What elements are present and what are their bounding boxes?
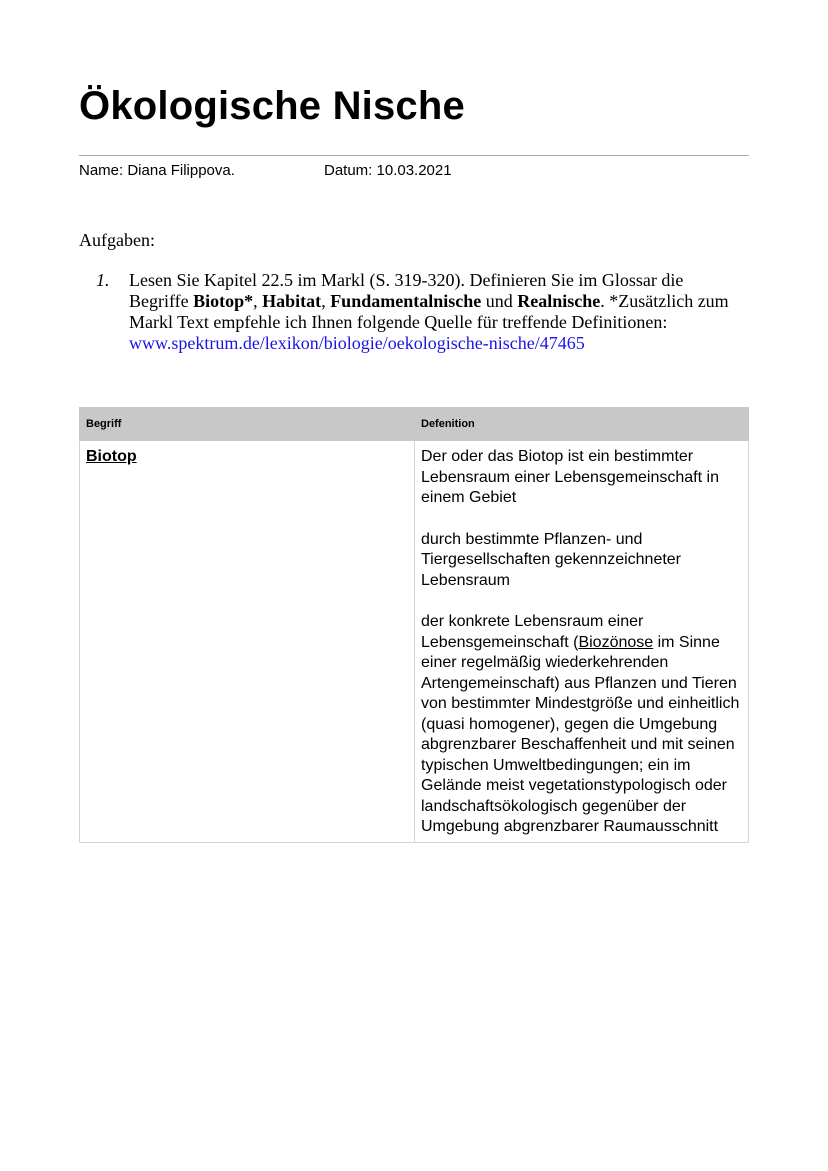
task-text-part: . *Zusätzlich zum Markl Text empfehle ich Ihnen folgende Quelle für treffende Definitionen: — [129, 291, 729, 332]
definition-cell — [415, 441, 749, 843]
column-header-term: Begriff — [80, 408, 415, 441]
source-link[interactable]: www.spektrum.de/lexikon/biologie/oekologische-nische/47465 — [129, 333, 585, 353]
task-number: 1. — [96, 270, 110, 290]
table-row — [80, 441, 749, 843]
table-header-row — [80, 408, 749, 441]
definition-table — [79, 407, 749, 843]
separator: , — [253, 291, 263, 311]
term-cell — [80, 441, 415, 843]
page-title: Ökologische Nische — [79, 84, 465, 128]
meta-row — [79, 162, 452, 180]
task-text — [129, 270, 734, 354]
definition-paragraph: durch bestimmte Pflanzen- und Tiergesellschaften gekennzeichneter Lebensraum — [421, 530, 682, 589]
definition-paragraph: Der oder das Biotop ist ein bestimmter Lebensraum einer Lebensgemeinschaft in einem Gebiet — [421, 448, 719, 506]
term-biotop: Biotop* — [193, 291, 254, 311]
tasks-heading: Aufgaben: — [79, 230, 155, 250]
definition-text: im Sinne einer regelmäßig wiederkehrenden Artengemeinschaft) aus Pflanzen und Tieren von bestimmter Mindestgröße und einheitlich (quasi homogener), gegen die Umgebung abgrenzbarer Beschaffenheit und mit seinen typischen Umweltbedingungen; ein im Gelände meist vegetationstypologisch oder landschaftsökologisch gegenüber der Umgebung abgrenzbarer Raumausschnitt — [421, 633, 740, 835]
definition-text: der konkrete Lebensraum einer Lebensgemeinschaft ( — [421, 613, 644, 651]
task-text-part: Lesen Sie Kapitel 22.5 im Markl (S. 319-320). Definieren Sie im Glossar die Begriffe — [129, 270, 684, 311]
separator: und — [481, 291, 518, 311]
term-habitat: Habitat — [262, 291, 322, 311]
separator: , — [321, 291, 331, 311]
term-realnische: Realnische — [517, 291, 601, 311]
column-header-definition: Defenition — [415, 408, 749, 441]
title-divider — [79, 155, 749, 156]
student-name: Name: Diana Filippova. — [79, 162, 235, 179]
definition-paragraph — [421, 612, 742, 838]
term-fundamentalnische: Fundamentalnische — [330, 291, 482, 311]
term-link-biotop[interactable]: Biotop — [86, 448, 137, 465]
biozoenose-link[interactable]: Biozönose — [578, 633, 654, 651]
document-date: Datum: 10.03.2021 — [324, 162, 452, 179]
